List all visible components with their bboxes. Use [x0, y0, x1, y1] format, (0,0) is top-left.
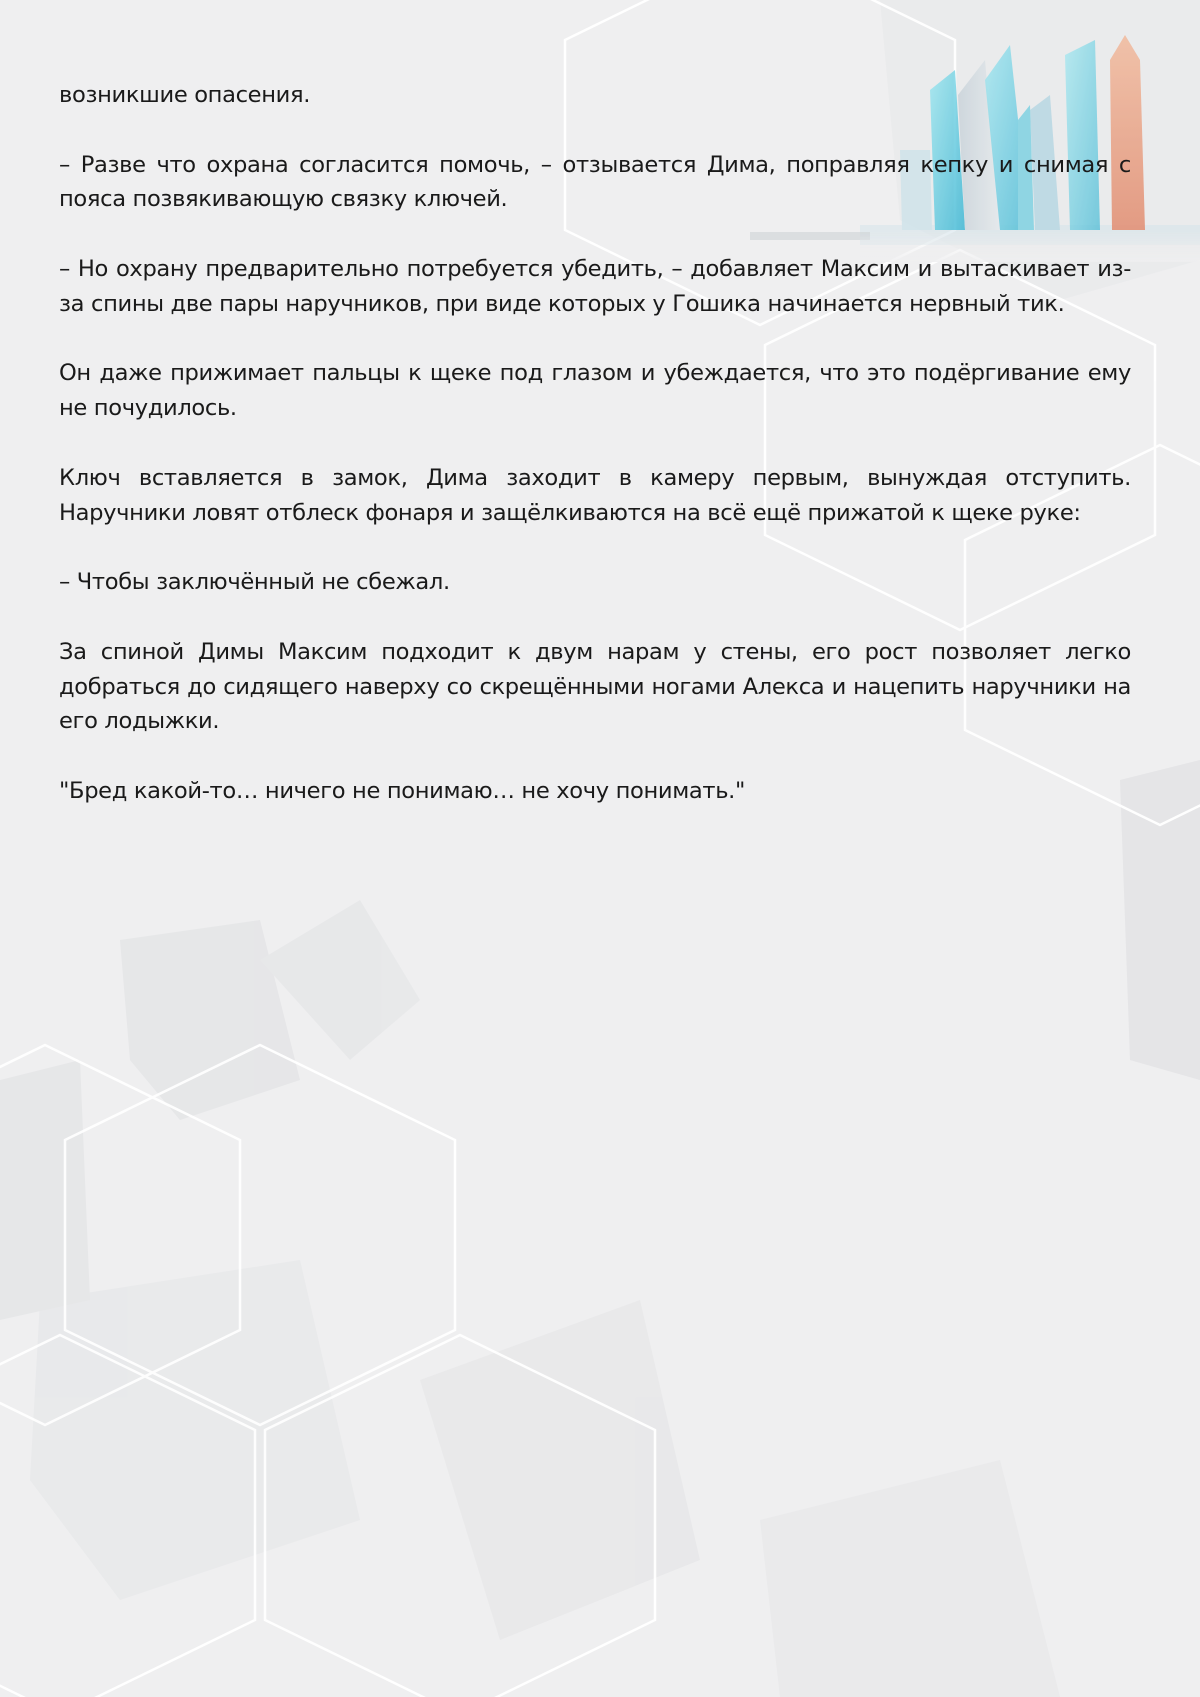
paragraph-5: Ключ вставляется в замок, Дима заходит в камеру первым, вынуждая отступить. Наручники ловят отблеск фонаря и защёлкиваются на всё ещё прижатой к щеке руке:: [59, 464, 1131, 526]
paragraph-7: За спиной Димы Максим подходит к двум нарам у стены, его рост позволяет легко добраться до сидящего наверху со скрещёнными ногами Алекса и нацепить наручники на его лодыжки.: [59, 638, 1131, 735]
paragraph-3: – Но охрану предварительно потребуется убедить, – добавляет Максим и вытаскивает из-за спины две пары наручников, при виде которых у Гошика начинается нервный тик.: [59, 255, 1131, 317]
paragraph-2: – Разве что охрана согласится помочь, – отзывается Дима, поправляя кепку и снимая с пояса позвякивающую связку ключей.: [59, 151, 1131, 213]
body-text: [59, 78, 1131, 809]
paragraph-6: – Чтобы заключённый не сбежал.: [59, 569, 450, 596]
paragraph-1: возникшие опасения.: [59, 82, 311, 108]
paragraph-4: Он даже прижимает пальцы к щеке под глазом и убеждается, что это подёргивание ему не почудилось.: [59, 360, 1131, 422]
paragraph-8: "Бред какой-то… ничего не понимаю… не хочу понимать.": [59, 777, 746, 804]
